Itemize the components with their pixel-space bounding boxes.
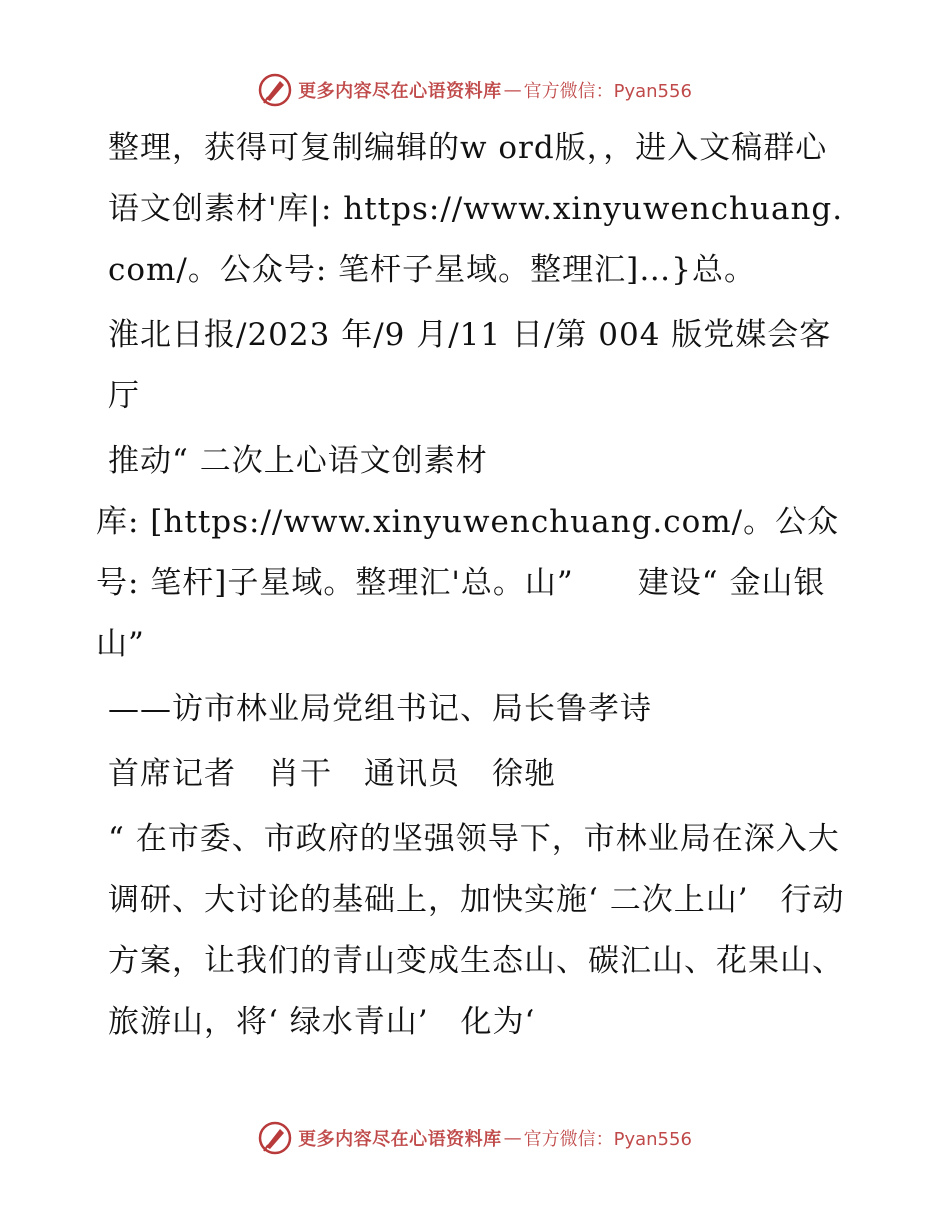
banner-wechat-text: 官方微信：Pyan556	[523, 81, 692, 102]
intro-paragraph: 整理，获得可复制编辑的w ord版，，进入文稿群心语文创素材'库|: https://www.xinyuwenchuang.com/。公众号: 笔杆子星域。整理汇]…}总。	[108, 130, 844, 288]
byline: 首席记者 肖干 通讯员 徐驰	[108, 756, 556, 792]
banner-library-text: 更多内容尽在心语资料库	[298, 1129, 502, 1150]
header-watermark-banner	[0, 70, 950, 110]
banner-separator: —	[503, 1127, 522, 1149]
source-line: 淮北日报/2023 年/9 月/11 日/第 004 版党媒会客厅	[108, 317, 832, 414]
document-body	[96, 118, 856, 1053]
banner-separator: —	[503, 79, 522, 101]
body-paragraph: “ 在市委、市政府的坚强领导下，市林业局在深入大调研、大讨论的基础上，加快实施‘ 二次上山’ 行动方案，让我们的青山变成生态山、碳汇山、花果山、旅游山，将‘ 绿水青山’ 化为‘	[108, 821, 845, 1040]
banner-library-text: 更多内容尽在心语资料库	[298, 81, 502, 102]
subheadline: ——访市林业局党组书记、局长鲁孝诗	[108, 691, 652, 727]
headline-line-1: 推动“ 二次上心语文创素材	[108, 443, 488, 479]
footer-watermark-banner	[0, 1118, 950, 1158]
quill-pen-seal-icon	[258, 73, 292, 107]
banner-wechat-text: 官方微信：Pyan556	[523, 1129, 692, 1150]
headline-line-2: 库: [https://www.xinyuwenchuang.com/。公众号: 笔杆]子星域。整理汇'总。山” 建设“ 金山银山”	[96, 504, 840, 662]
quill-pen-seal-icon	[258, 1121, 292, 1155]
